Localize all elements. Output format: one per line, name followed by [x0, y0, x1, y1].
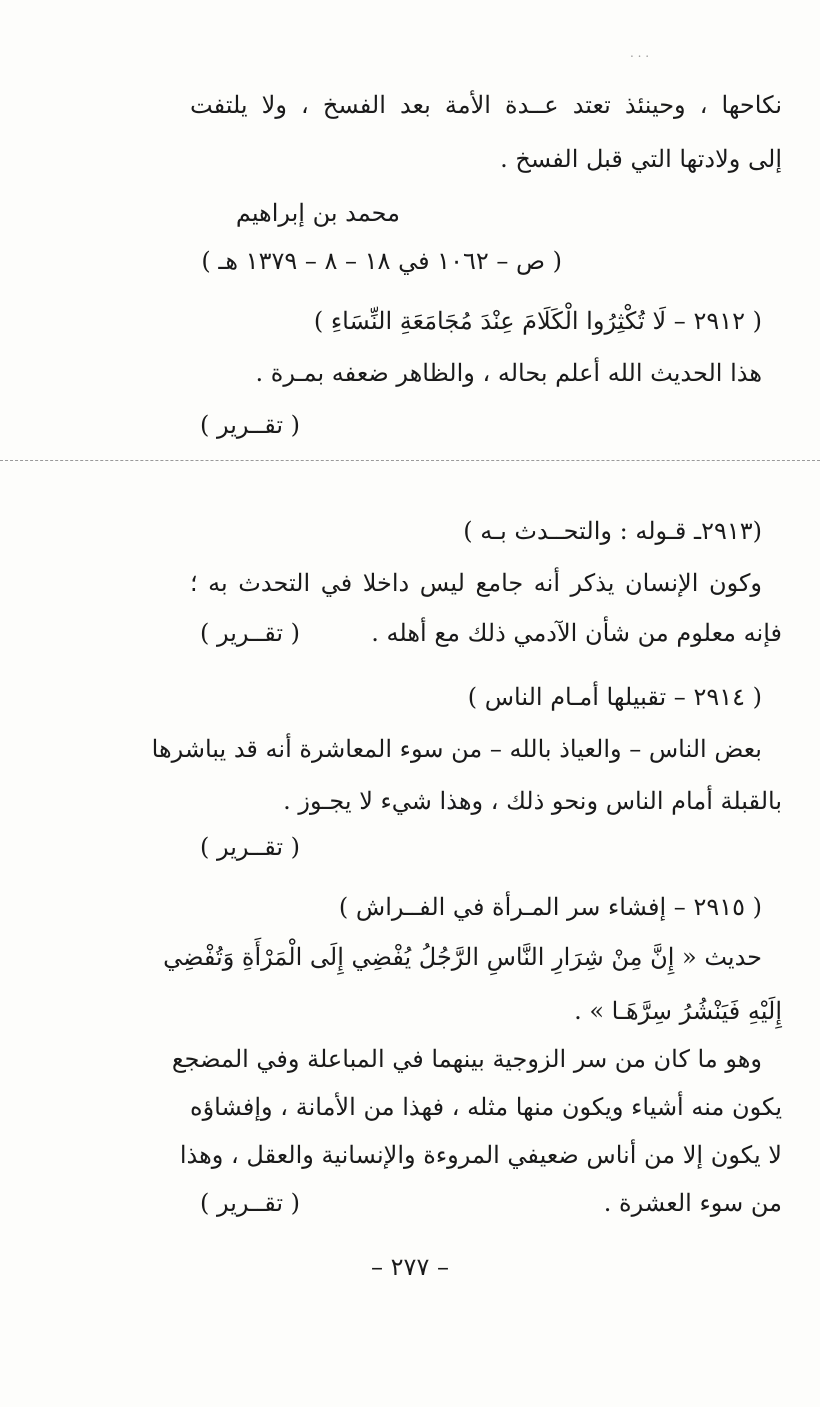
- section-body-line: لا يكون إلا من أناس ضعيفي المروءة والإنسانية والعقل ، وهذا: [179, 1141, 782, 1169]
- section-body-line: فإنه معلوم من شأن الآدمي ذلك مع أهله .: [371, 619, 782, 647]
- section-body-line: بعض الناس – والعياذ بالله – من سوء المعاشرة أنه قد يباشرها: [151, 735, 762, 763]
- source-note: ( تقــرير ): [200, 833, 301, 861]
- page-number: – ٢٧٧ –: [371, 1253, 449, 1281]
- reference: ( ص – ١٠٦٢ في ١٨ – ٨ – ١٣٧٩ هـ ): [201, 247, 562, 275]
- section-body-line: هذا الحديث الله أعلم بحاله ، والظاهر ضعفه بمـرة .: [255, 359, 762, 387]
- signature: محمد بن إبراهيم: [235, 199, 400, 227]
- paragraph-line: نكاحها ، وحينئذ تعتد عــدة الأمة بعد الفسخ ، ولا يلتفت: [190, 91, 782, 119]
- source-note: ( تقــرير ): [200, 411, 301, 439]
- source-note: ( تقــرير ): [200, 619, 301, 647]
- section-heading: (٢٩١٣ـ قـوله : والتحــدث بـه ): [463, 517, 762, 545]
- section-body-line: بالقبلة أمام الناس ونحو ذلك ، وهذا شيء لا يجـوز .: [283, 787, 782, 815]
- section-body-line: من سوء العشرة .: [603, 1189, 782, 1217]
- hadith-line: إِلَيْهِ فَيَنْشُرُ سِرَّهَـا » .: [574, 997, 782, 1025]
- divider: [0, 460, 820, 461]
- section-heading: ( ٢٩١٤ – تقبيلها أمـام الناس ): [467, 683, 762, 711]
- scan-artifact: . . .: [630, 46, 650, 60]
- paragraph-line: إلى ولادتها التي قبل الفسخ .: [500, 145, 782, 173]
- section-body-line: وكون الإنسان يذكر أنه جامع ليس داخلا في التحدث به ؛: [190, 569, 762, 597]
- section-heading: ( ٢٩١٥ – إفشاء سر المـرأة في الفــراش ): [338, 893, 762, 921]
- source-note: ( تقــرير ): [200, 1189, 301, 1217]
- hadith-line: حديث « إِنَّ مِنْ شِرَارِ النَّاسِ الرَّجُلُ يُفْضِي إِلَى الْمَرْأَةِ وَتُفْضِي: [163, 943, 762, 971]
- section-body-line: وهو ما كان من سر الزوجية بينهما في المباعلة وفي المضجع: [171, 1045, 762, 1073]
- section-heading: ( ٢٩١٢ – لَا تُكْثِرُوا الْكَلَامَ عِنْدَ مُجَامَعَةِ النِّسَاءِ ): [313, 307, 762, 335]
- section-body-line: يكون منه أشياء ويكون منها مثله ، فهذا من الأمانة ، وإفشاؤه: [190, 1093, 782, 1121]
